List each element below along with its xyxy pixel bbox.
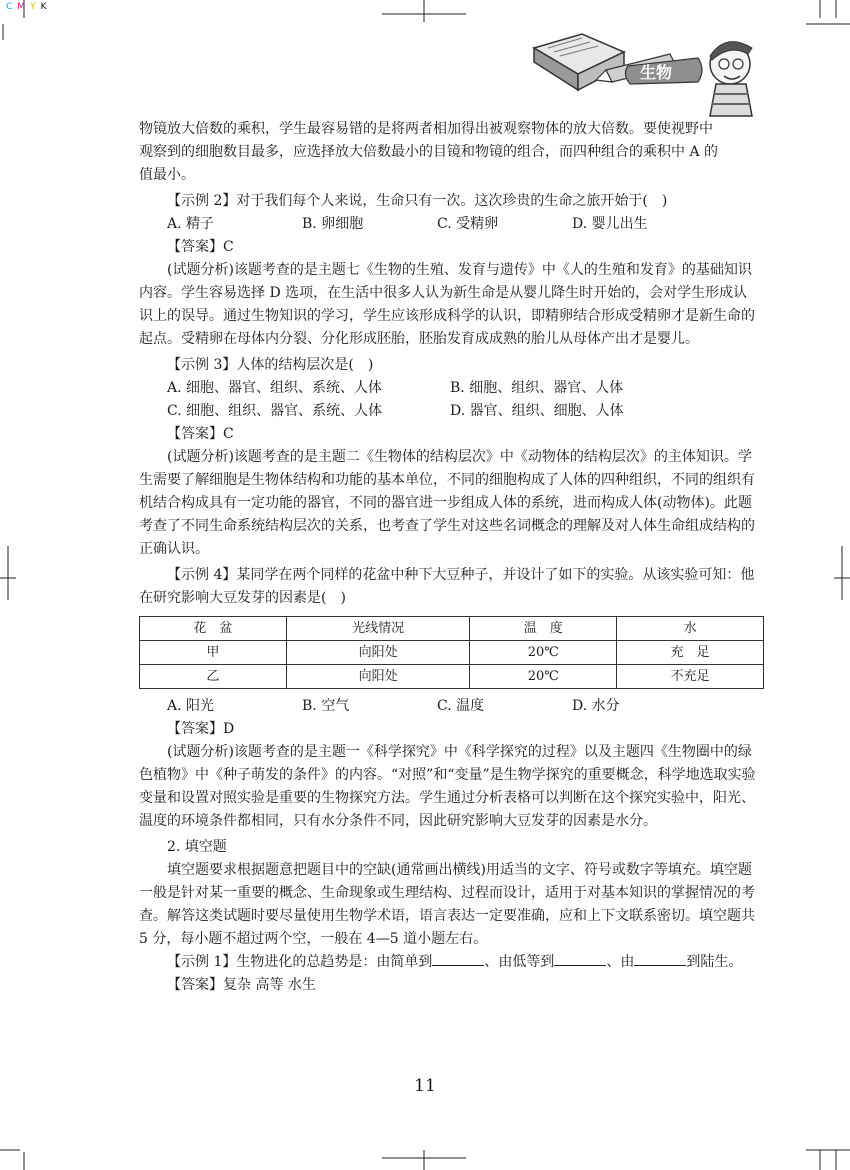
table-cell: 不充足 [617,665,764,689]
example2-answer: 【答案】C [167,239,234,255]
option: C. 细胞、组织、器官、系统、人体 [167,403,383,419]
experiment-table [139,616,764,689]
option: D. 婴儿出生 [572,216,648,232]
cmyk-m: M [17,2,27,12]
example3-answer: 【答案】C [167,426,234,442]
table-header: 水 [617,617,764,641]
fill-blank-text: 到陆生。 [686,954,743,970]
table-cell: 20℃ [470,641,617,665]
table-cell: 充 足 [617,641,764,665]
answer-blank [554,951,606,966]
example3-options-row1 [139,377,759,400]
example4-options [139,695,759,718]
fill-blank-text: 【示例 1】生物进化的总趋势是：由简单到 [167,954,433,970]
section-title: 2. 填空题 [167,839,227,855]
example3-question: 【示例 3】人体的结构层次是( ) [167,357,374,373]
option: B. 卵细胞 [302,216,364,232]
intro-line: 物镜放大倍数的乘积，学生最容易错的是将两者相加得出被观察物体的放大倍数。要使视野中 [139,121,713,137]
fill-blank-answer: 【答案】复杂 高等 水生 [167,977,316,993]
table-cell: 20℃ [470,665,617,689]
example4-answer: 【答案】D [167,721,235,737]
example3-options-row2 [139,400,759,423]
example2-options [139,213,759,236]
option: A. 精子 [167,216,215,232]
option: A. 细胞、器官、组织、系统、人体 [167,380,383,396]
page-number: 11 [414,1076,436,1096]
table-header: 花 盆 [140,617,287,641]
fill-blank-text: 、由 [606,954,635,970]
intro-line: 观察到的细胞数目最多，应选择放大倍数最小的目镜和物镜的组合，而四种组合的乘积中 A 的 [139,144,719,160]
table-cell: 向阳处 [286,641,470,665]
header-illustration [520,18,760,118]
example4-question: 【示例 4】某同学在两个同样的花盆中种下大豆种子，并设计了如下的实验。从该实验可知：他在研究影响大豆发芽的因素是( ) [139,567,755,606]
option: C. 温度 [437,698,485,714]
cmyk-y: Y [30,2,37,12]
option: A. 阳光 [167,698,215,714]
student-cartoon-icon [710,42,752,116]
example3-analysis: (试题分析)该题考查的是主题二《生物体的结构层次》中《动物体的结构层次》的主体知识。学生需要了解细胞是生物体结构和功能的基本单位，不同的细胞构成了人体的四种组织，不同的组织有机结合构成具有一定功能的器官，不同的器官进一步组成人体的系统，进而构成人体(动物体)。此题考查了不同生命系统结构层次的关系，也考查了学生对这些名词概念的理解及对人体生命组成结构的正确认识。 [139,449,755,557]
example4-analysis: (试题分析)该题考查的是主题一《科学探究》中《科学探究的过程》以及主题四《生物圈中的绿色植物》中《种子萌发的条件》的内容。“对照”和“变量”是生物学探究的重要概念，科学地选取实验变量和设置对照实验是重要的生物探究方法。学生通过分析表格可以判断在这个探究实验中，阳光、温度的环境条件都相同，只有水分条件不同，因此研究影响大豆发芽的因素是水分。 [139,744,756,829]
cmyk-k: K [40,2,48,12]
color-registration-marks [6,2,51,12]
option: D. 器官、组织、细胞、人体 [450,403,624,419]
fill-blank-text: 、由低等到 [484,954,555,970]
table-header: 温 度 [470,617,617,641]
table-cell: 甲 [140,641,287,665]
section-description: 填空题要求根据题意把题目中的空缺(通常画出横线)用适当的文字、符号或数字等填充。填空题一般是针对某一重要的概念、生命现象或生理结构、过程而设计，适用于对基本知识的掌握情况的考查。解答这类试题时要尽量使用生物学术语，语言表达一定要准确，应和上下文联系密切。填空题共 5 分，每小题不超过两个空，一般在 4—5 道小题左右。 [139,862,755,947]
option: B. 空气 [302,698,350,714]
table-cell: 向阳处 [286,665,470,689]
option: B. 细胞、组织、器官、人体 [450,380,624,396]
fill-blank-example [139,951,759,974]
table-row [140,665,764,689]
option: C. 受精卵 [437,216,499,232]
option: D. 水分 [572,698,620,714]
cmyk-c: C [6,2,14,12]
subject-label: 生物 [640,63,673,82]
table-row [140,641,764,665]
table-cell: 乙 [140,665,287,689]
table-header: 光线情况 [286,617,470,641]
intro-line: 值最小。 [139,167,195,183]
answer-blank [634,951,686,966]
answer-blank [432,951,484,966]
page-body [139,118,759,997]
example2-question: 【示例 2】对于我们每个人来说，生命只有一次。这次珍贵的生命之旅开始于( ) [167,193,668,209]
example2-analysis: (试题分析)该题考查的是主题七《生物的生殖、发育与遗传》中《人的生殖和发育》的基础知识内容。学生容易选择 D 选项，在生活中很多人认为新生命是从婴儿降生时开始的，会对学生形成认识上的误导。通过生物知识的学习，学生应该形成科学的认识，即精卵结合形成受精卵才是新生命的起点。受精卵在母体内分裂、分化形成胚胎，胚胎发育成成熟的胎儿从母体产出才是婴儿。 [139,262,755,347]
table-header-row [140,617,764,641]
